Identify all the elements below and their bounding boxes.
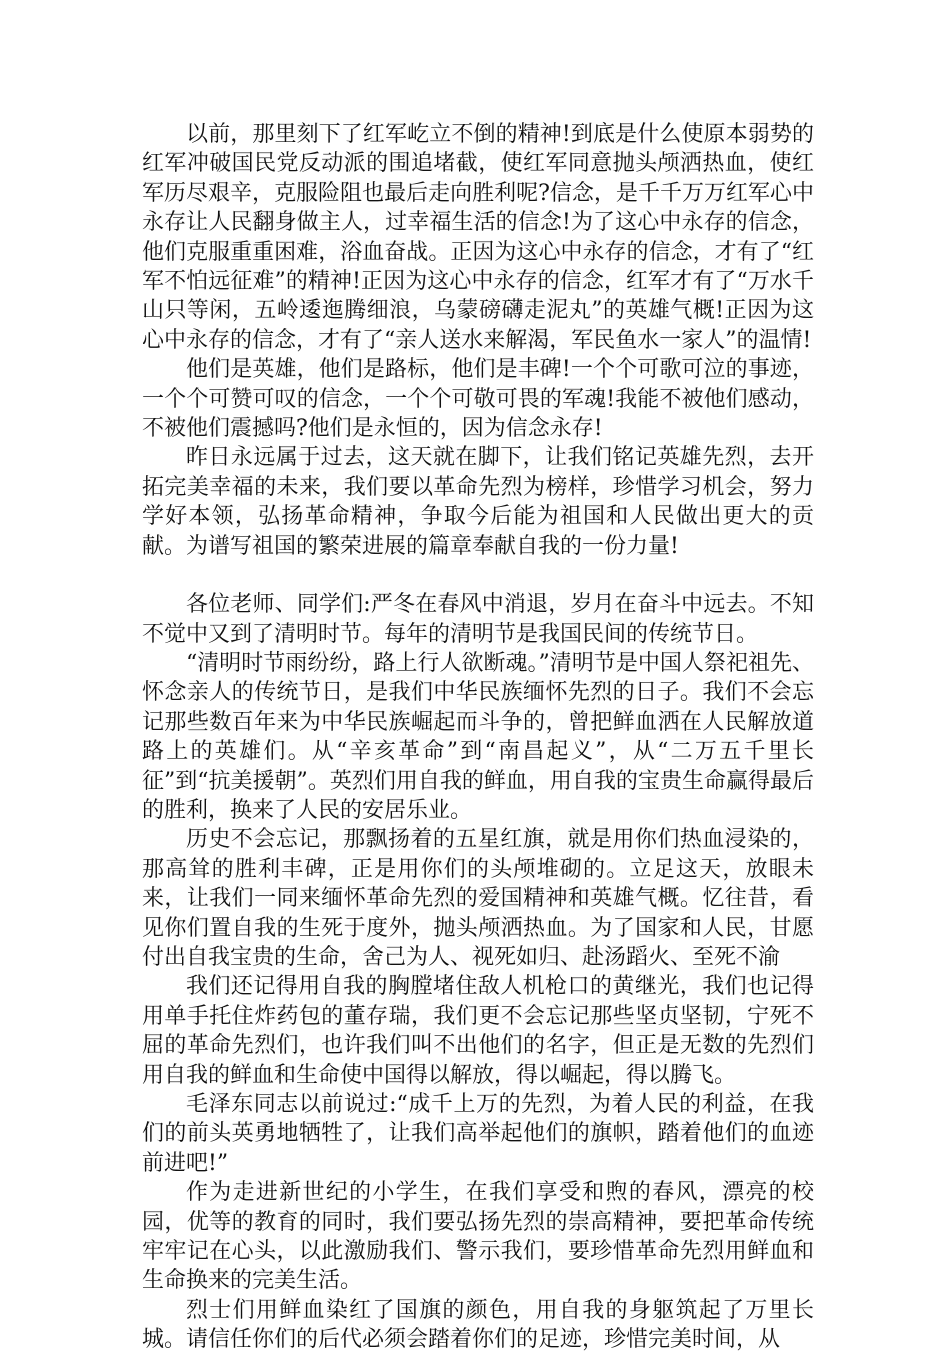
paragraph-remember-heroes: 昨日永远属于过去，这天就在脚下，让我们铭记英雄先烈，去开拓完美幸福的未来，我们要以革命先烈为榜样，珍惜学习机会，努力学好本领，弘扬革命精神，争取今后能为祖国和人民做出更大的贡献。为谱写祖国的繁荣进展的篇章奉献自我的一份力量! (142, 445, 814, 559)
paragraph-martyrs: 我们还记得用自我的胸膛堵住敌人机枪口的黄继光，我们也记得用单手托住炸药包的董存瑞，我们更不会忘记那些坚贞坚韧，宁死不屈的革命先烈们，也许我们叫不出他们的名字，但正是无数的先烈们用自我的鲜血和生命使中国得以解放，得以崛起，得以腾飞。 (142, 974, 814, 1088)
paragraph-students: 作为走进新世纪的小学生，在我们享受和煦的春风，漂亮的校园，优等的教育的同时，我们要弘扬先烈的崇高精神，要把革命传统牢牢记在心头，以此激励我们、警示我们，要珍惜革命先烈用鲜血和生命换来的完美生活。 (142, 1180, 814, 1294)
paragraph-heroes: 他们是英雄，他们是路标，他们是丰碑!一个个可歌可泣的事迹，一个个可赞可叹的信念，一个个可敬可畏的军魂!我能不被他们感动，不被他们震撼吗?他们是永恒的，因为信念永存! (142, 357, 814, 442)
document-page (142, 120, 814, 1355)
section-divider-space (142, 561, 814, 590)
paragraph-qingming: “清明时节雨纷纷，路上行人欲断魂。”清明节是中国人祭祀祖先、怀念亲人的传统节日，是我们中华民族缅怀先烈的日子。我们不会忘记那些数百年来为中华民族崛起而斗争的，曾把鲜血洒在人民解放道路上的英雄们。从“辛亥革命”到“南昌起义”，从“二万五千里长征”到“抗美援朝”。英烈们用自我的鲜血，用自我的宝贵生命赢得最后的胜利，换来了人民的安居乐业。 (142, 650, 814, 823)
paragraph-red-army-belief: 以前，那里刻下了红军屹立不倒的精神!到底是什么使原本弱势的红军冲破国民党反动派的围追堵截，使红军同意抛头颅洒热血，使红军历尽艰辛，克服险阻也最后走向胜利呢?信念，是千千万万红军心中永存让人民翻身做主人，过幸福生活的信念!为了这心中永存的信念，他们克服重重困难，浴血奋战。正因为这心中永存的信念，才有了“红军不怕远征难”的精神!正因为这心中永存的信念，红军才有了“万水千山只等闲，五岭逶迤腾细浪，乌蒙磅礴走泥丸”的英雄气概!正因为这心中永存的信念，才有了“亲人送水来解渴，军民鱼水一家人”的温情! (142, 122, 814, 353)
paragraph-greeting: 各位老师、同学们:严冬在春风中消退，岁月在奋斗中远去。不知不觉中又到了清明时节。每年的清明节是我国民间的传统节日。 (142, 592, 814, 647)
paragraph-flag: 烈士们用鲜血染红了国旗的颜色，用自我的身躯筑起了万里长城。请信任你们的后代必须会踏着你们的足迹，珍惜完美时间，从 (142, 1297, 814, 1353)
paragraph-history: 历史不会忘记，那飘扬着的五星红旗，就是用你们热血浸染的，那高耸的胜利丰碑，正是用你们的头颅堆砌的。立足这天，放眼未来，让我们一同来缅怀革命先烈的爱国精神和英雄气概。忆往昔，看见你们置自我的生死于度外，抛头颅洒热血。为了国家和人民，甘愿付出自我宝贵的生命，舍己为人、视死如归、赴汤蹈火、至死不渝 (142, 827, 814, 970)
paragraph-mao-quote: 毛泽东同志以前说过:“成千上万的先烈，为着人民的利益，在我们的前头英勇地牺牲了，让我们高举起他们的旗帜，踏着他们的血迹前进吧!” (142, 1092, 814, 1176)
